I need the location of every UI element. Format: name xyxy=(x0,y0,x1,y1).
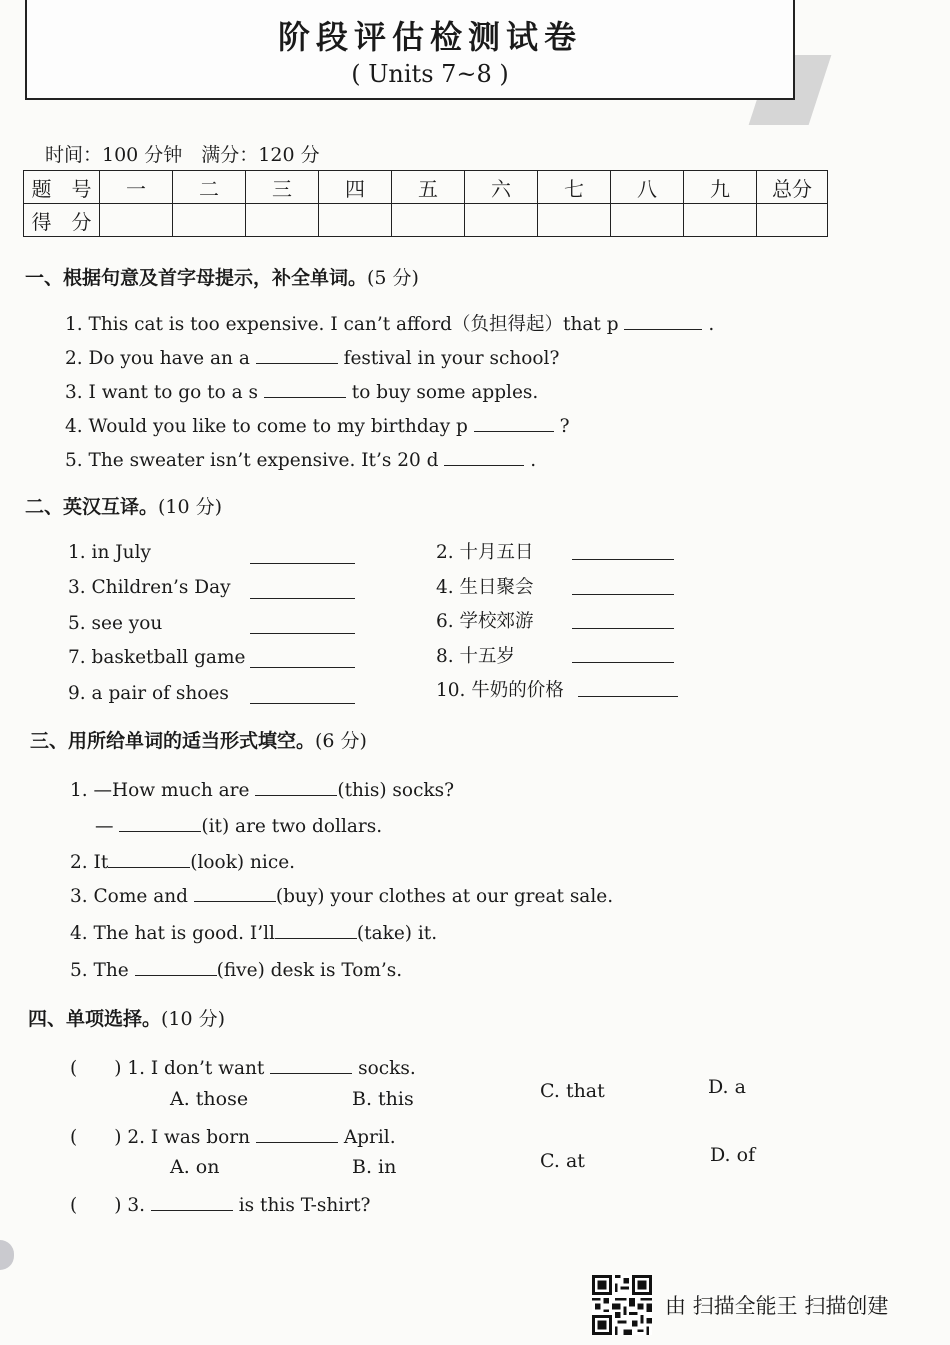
option-a[interactable]: A. on xyxy=(170,1156,220,1178)
score-cell[interactable] xyxy=(246,204,319,237)
answer-blank[interactable] xyxy=(119,813,201,832)
question-text: 3. xyxy=(127,1195,145,1216)
section-heading-text: 一、根据句意及首字母提示，补全单词。 xyxy=(25,267,368,289)
answer-blank[interactable] xyxy=(108,849,190,868)
translation-item: 2. 十月五日 xyxy=(436,542,534,563)
answer-bracket[interactable]: ( ) xyxy=(70,1195,122,1216)
answer-blank[interactable] xyxy=(572,628,674,629)
translation-item: 1. in July xyxy=(68,542,151,563)
question-text: (look) nice. xyxy=(190,852,296,873)
question-text: April. xyxy=(343,1127,396,1148)
translation-item: 9. a pair of shoes xyxy=(68,683,229,704)
question-text: 4. Would you like to come to my birthday p xyxy=(65,416,468,437)
answer-blank[interactable] xyxy=(194,883,276,902)
section-heading-text: 四、单项选择。 xyxy=(28,1008,162,1030)
question-line xyxy=(70,1054,416,1080)
score-cell[interactable] xyxy=(392,204,465,237)
answer-blank xyxy=(151,1192,233,1211)
question-text: — xyxy=(95,816,114,837)
answer-bracket[interactable]: ( ) xyxy=(70,1058,122,1079)
answer-blank[interactable] xyxy=(250,667,355,668)
answer-blank[interactable] xyxy=(250,563,355,564)
answer-blank[interactable] xyxy=(474,413,554,432)
table-cell: 二 xyxy=(173,171,246,204)
table-cell: 八 xyxy=(611,171,684,204)
score-cell[interactable] xyxy=(319,204,392,237)
question-text: 1. —How much are xyxy=(70,780,250,801)
score-cell[interactable] xyxy=(100,204,173,237)
question-line xyxy=(95,813,382,837)
table-cell: 总分 xyxy=(757,171,828,204)
question-text: to buy some apples. xyxy=(351,382,539,403)
score-table-header-row xyxy=(24,171,828,204)
section-points: (10 分) xyxy=(158,496,223,518)
section-heading-text: 三、用所给单词的适当形式填空。 xyxy=(30,730,316,752)
option-b[interactable]: B. in xyxy=(352,1156,397,1178)
question-line xyxy=(65,310,714,336)
question-line xyxy=(65,447,536,471)
answer-blank[interactable] xyxy=(444,447,524,466)
table-cell: 五 xyxy=(392,171,465,204)
question-text: 1. This cat is too expensive. I can’t afford（负担得起）that p xyxy=(65,314,619,335)
page-subtitle: ( Units 7~8 ) xyxy=(351,60,509,88)
question-line xyxy=(70,920,437,944)
section-1-heading xyxy=(25,263,419,290)
answer-blank[interactable] xyxy=(135,957,217,976)
question-text: (it) are two dollars. xyxy=(201,816,383,837)
translation-item: 4. 生日聚会 xyxy=(436,577,534,598)
score-cell[interactable] xyxy=(173,204,246,237)
question-text: (five) desk is Tom’s. xyxy=(216,960,403,981)
answer-blank[interactable] xyxy=(275,920,357,939)
section-3-heading xyxy=(30,726,367,753)
answer-blank[interactable] xyxy=(255,777,337,796)
answer-blank[interactable] xyxy=(572,662,674,663)
option-b[interactable]: B. this xyxy=(352,1088,414,1110)
section-4-heading xyxy=(28,1004,225,1031)
answer-blank xyxy=(270,1055,352,1074)
question-line xyxy=(70,883,613,907)
table-cell: 三 xyxy=(246,171,319,204)
answer-blank[interactable] xyxy=(264,379,346,398)
scan-artifact xyxy=(0,1240,14,1270)
question-line xyxy=(70,1191,370,1217)
question-text: . xyxy=(708,314,715,335)
answer-blank[interactable] xyxy=(624,311,702,330)
translation-item: 10. 牛奶的价格 xyxy=(436,680,564,701)
section-points: (6 分) xyxy=(315,730,367,752)
section-heading-text: 二、英汉互译。 xyxy=(25,496,159,518)
question-text: 1. I don’t want xyxy=(127,1058,265,1079)
qr-code-icon xyxy=(592,1275,652,1335)
answer-blank[interactable] xyxy=(250,633,355,634)
option-c[interactable]: C. at xyxy=(540,1150,585,1172)
question-text: (buy) your clothes at our great sale. xyxy=(275,886,614,907)
question-text: ? xyxy=(559,416,570,437)
question-text: 2. Do you have an a xyxy=(65,348,250,369)
answer-blank xyxy=(256,1124,338,1143)
table-cell: 题 号 xyxy=(24,171,100,204)
score-cell[interactable] xyxy=(757,204,828,237)
table-cell: 六 xyxy=(465,171,538,204)
question-text: . xyxy=(530,450,537,471)
translation-item: 5. see you xyxy=(68,613,163,634)
question-text: 5. The sweater isn’t expensive. It’s 20 d xyxy=(65,450,439,471)
question-line xyxy=(65,413,570,437)
answer-blank[interactable] xyxy=(578,696,678,697)
table-cell: 得 分 xyxy=(24,204,100,237)
score-cell[interactable] xyxy=(465,204,538,237)
question-line xyxy=(70,777,454,801)
translation-item: 7. basketball game xyxy=(68,647,246,668)
question-text: 4. The hat is good. I’ll xyxy=(70,923,275,944)
question-text: festival in your school? xyxy=(343,348,560,369)
question-text: (this) socks? xyxy=(337,780,455,801)
translation-item: 3. Children’s Day xyxy=(68,577,231,598)
section-2-heading xyxy=(25,492,222,519)
table-cell: 七 xyxy=(538,171,611,204)
question-line xyxy=(70,1123,396,1149)
translation-item: 8. 十五岁 xyxy=(436,646,516,667)
answer-blank[interactable] xyxy=(250,598,355,599)
question-text: (take) it. xyxy=(356,923,438,944)
question-text: 2. I was born xyxy=(127,1127,251,1148)
page-title: 阶段评估检测试卷 xyxy=(277,18,582,56)
score-table xyxy=(23,170,828,237)
exam-info: 时间：100 分钟 满分：120 分 xyxy=(45,144,320,166)
question-text: is this T-shirt? xyxy=(238,1195,371,1216)
question-line xyxy=(70,957,402,981)
question-line xyxy=(65,379,538,403)
answer-blank[interactable] xyxy=(250,703,355,704)
question-text: 2. It xyxy=(70,852,109,873)
option-d[interactable]: D. a xyxy=(708,1076,746,1098)
translation-item: 6. 学校郊游 xyxy=(436,611,534,632)
question-text: 5. The xyxy=(70,960,129,981)
score-cell[interactable] xyxy=(538,204,611,237)
question-line xyxy=(65,345,559,369)
question-line xyxy=(70,849,295,873)
answer-blank[interactable] xyxy=(256,345,338,364)
score-table-score-row xyxy=(24,204,828,237)
question-text: socks. xyxy=(358,1058,416,1079)
table-cell: 四 xyxy=(319,171,392,204)
section-points: (5 分) xyxy=(367,267,419,289)
option-c[interactable]: C. that xyxy=(540,1080,605,1102)
table-cell: 九 xyxy=(684,171,757,204)
answer-blank[interactable] xyxy=(572,559,674,560)
question-text: 3. Come and xyxy=(70,886,188,907)
option-a[interactable]: A. those xyxy=(170,1088,249,1110)
score-cell[interactable] xyxy=(684,204,757,237)
question-text: 3. I want to go to a s xyxy=(65,382,258,403)
answer-bracket[interactable]: ( ) xyxy=(70,1127,122,1148)
answer-blank[interactable] xyxy=(572,594,674,595)
table-cell: 一 xyxy=(100,171,173,204)
score-cell[interactable] xyxy=(611,204,684,237)
footer-caption: 由 扫描全能王 扫描创建 xyxy=(665,1294,889,1318)
option-d[interactable]: D. of xyxy=(710,1144,756,1166)
section-points: (10 分) xyxy=(161,1008,226,1030)
